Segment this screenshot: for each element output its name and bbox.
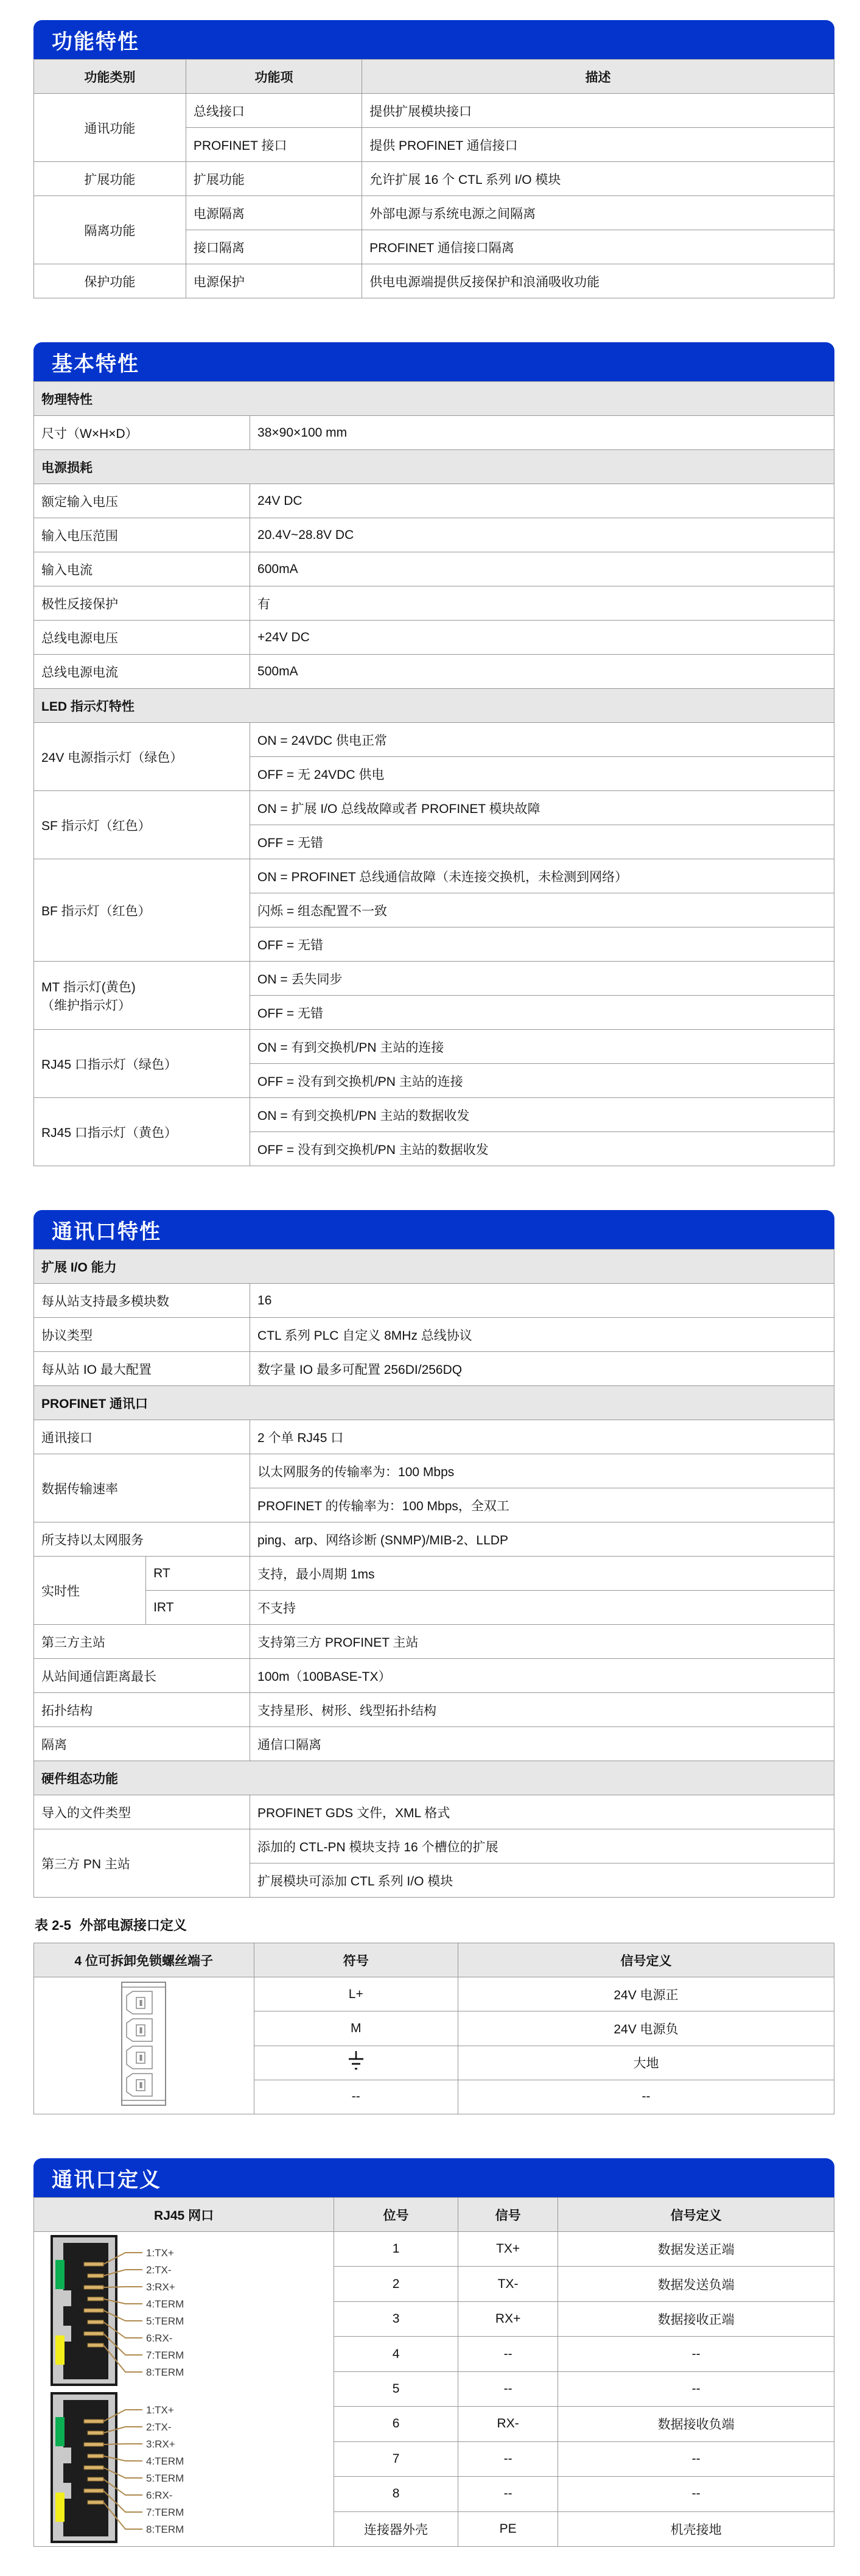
table-row bbox=[34, 2232, 834, 2267]
table-header-row bbox=[34, 1943, 834, 1977]
led-state-cell: ON = 丢失同步 bbox=[250, 962, 834, 996]
col-header-pin: 位号 bbox=[334, 2198, 458, 2232]
led-state-cell: OFF = 无错 bbox=[250, 996, 834, 1030]
subheader-row bbox=[34, 382, 834, 416]
earth-ground-icon bbox=[347, 2050, 365, 2071]
table-row bbox=[34, 196, 834, 230]
spec-value-cell: CTL 系列 PLC 自定义 8MHz 总线协议 bbox=[250, 1318, 834, 1352]
subheader-io: 扩展 I/O 能力 bbox=[34, 1250, 834, 1284]
page-content bbox=[33, 20, 834, 2576]
category-cell: 隔离功能 bbox=[34, 196, 186, 264]
spec-label-cell: 从站间通信距离最长 bbox=[34, 1659, 250, 1693]
table-row bbox=[34, 1522, 834, 1557]
spec-value-cell: 16 bbox=[250, 1284, 834, 1318]
subheader-hardware: 硬件组态功能 bbox=[34, 1761, 834, 1795]
symbol-cell: L+ bbox=[254, 1977, 458, 2011]
signal-def-cell: 大地 bbox=[458, 2046, 834, 2080]
desc-cell: 提供 PROFINET 通信接口 bbox=[362, 128, 834, 162]
spec-value-cell: 20.4V~28.8V DC bbox=[250, 518, 834, 552]
pin-number-cell: 7 bbox=[334, 2441, 458, 2476]
led-label-cell: BF 指示灯（红色） bbox=[34, 859, 250, 962]
spec-value-cell: 2 个单 RJ45 口 bbox=[250, 1420, 834, 1454]
category-cell: 保护功能 bbox=[34, 264, 186, 298]
signal-def-cell: -- bbox=[558, 2371, 834, 2406]
led-label-cell: SF 指示灯（红色） bbox=[34, 791, 250, 859]
signal-def-cell: -- bbox=[558, 2337, 834, 2371]
signal-cell: -- bbox=[458, 2441, 558, 2476]
led-state-cell: OFF = 没有到交换机/PN 主站的数据收发 bbox=[250, 1132, 834, 1166]
table-row bbox=[34, 962, 834, 996]
col-header-symbol: 符号 bbox=[254, 1943, 458, 1977]
table-row bbox=[34, 655, 834, 689]
signal-def-cell: -- bbox=[558, 2477, 834, 2511]
symbol-cell: -- bbox=[254, 2080, 458, 2114]
features-table bbox=[33, 59, 834, 298]
comm-table bbox=[33, 1249, 834, 1898]
spec-label-cell: 所支持以太网服务 bbox=[34, 1522, 250, 1557]
spec-label-cell: 协议类型 bbox=[34, 1318, 250, 1352]
signal-cell: -- bbox=[458, 2371, 558, 2406]
spec-value-cell: 有 bbox=[250, 586, 834, 621]
pin-number-cell: 4 bbox=[334, 2337, 458, 2371]
rj45-pin-label: 1:TX+ bbox=[146, 2247, 174, 2259]
subheader-power: 电源损耗 bbox=[34, 450, 834, 484]
pin-number-cell: 2 bbox=[334, 2267, 458, 2301]
spec-value-cell: 扩展模块可添加 CTL 系列 I/O 模块 bbox=[250, 1863, 834, 1898]
spec-value-cell: 支持星形、树形、线型拓扑结构 bbox=[250, 1693, 834, 1727]
spec-label-cell: 隔离 bbox=[34, 1727, 250, 1761]
spec-value-cell: PROFINET GDS 文件，XML 格式 bbox=[250, 1795, 834, 1829]
rj45-pin-label: 2:TX- bbox=[146, 2421, 172, 2433]
pin-number-cell: 6 bbox=[334, 2407, 458, 2441]
green-led-icon bbox=[55, 2417, 65, 2446]
pin-number-cell: 5 bbox=[334, 2371, 458, 2406]
rj45-pin-label: 7:TERM bbox=[146, 2507, 184, 2518]
led-state-cell: ON = 24VDC 供电正常 bbox=[250, 723, 834, 757]
desc-cell: 供电电源端提供反接保护和浪涌吸收功能 bbox=[362, 264, 834, 298]
table-row bbox=[34, 621, 834, 655]
table-row bbox=[34, 1659, 834, 1693]
desc-cell: 允许扩展 16 个 CTL 系列 I/O 模块 bbox=[362, 162, 834, 196]
col-header-signal-def: 信号定义 bbox=[558, 2198, 834, 2232]
item-cell: 电源保护 bbox=[186, 264, 362, 298]
item-cell: 总线接口 bbox=[186, 94, 362, 128]
col-header-signal-def: 信号定义 bbox=[458, 1943, 834, 1977]
table-row bbox=[34, 518, 834, 552]
rj45-pin-label: 3:RX+ bbox=[146, 2438, 175, 2450]
table-row bbox=[34, 416, 834, 450]
table-row bbox=[34, 1557, 834, 1591]
table-row bbox=[34, 586, 834, 621]
section-power-connector bbox=[33, 1943, 834, 2114]
table-row bbox=[34, 1693, 834, 1727]
item-cell: 接口隔离 bbox=[186, 230, 362, 264]
table-caption-title: 外部电源接口定义 bbox=[79, 1917, 187, 1933]
spec-value-cell: 以太网服务的传输率为：100 Mbps bbox=[250, 1454, 834, 1488]
table-row bbox=[34, 1318, 834, 1352]
spec-sublabel-cell: IRT bbox=[146, 1591, 250, 1625]
signal-cell: TX+ bbox=[458, 2232, 558, 2267]
spec-label-cell: 输入电压范围 bbox=[34, 518, 250, 552]
signal-def-cell: 机壳接地 bbox=[558, 2511, 834, 2547]
table-row bbox=[34, 1795, 834, 1829]
spec-value-cell: 38×90×100 mm bbox=[250, 416, 834, 450]
led-label-cell: RJ45 口指示灯（绿色） bbox=[34, 1030, 250, 1098]
spec-value-cell: 100m（100BASE-TX） bbox=[250, 1659, 834, 1693]
signal-def-cell: 数据接收负端 bbox=[558, 2407, 834, 2441]
col-header-terminal: 4 位可拆卸免锁螺丝端子 bbox=[34, 1943, 254, 1977]
signal-def-cell: 数据发送负端 bbox=[558, 2267, 834, 2301]
spec-label-cell: 尺寸（W×H×D） bbox=[34, 416, 250, 450]
signal-cell: PE bbox=[458, 2511, 558, 2547]
green-led-icon bbox=[55, 2260, 65, 2289]
subheader-row bbox=[34, 450, 834, 484]
table-row bbox=[34, 1284, 834, 1318]
table-row bbox=[34, 1420, 834, 1454]
table-row bbox=[34, 264, 834, 298]
spec-value-cell: PROFINET 的传输率为：100 Mbps，全双工 bbox=[250, 1488, 834, 1522]
spec-value-cell: 500mA bbox=[250, 655, 834, 689]
table-row bbox=[34, 1352, 834, 1386]
table-row bbox=[34, 484, 834, 518]
led-state-cell: ON = PROFINET 总线通信故障（未连接交换机，未检测到网络） bbox=[250, 859, 834, 893]
signal-def-cell: 数据接收正端 bbox=[558, 2301, 834, 2336]
led-label-cell: 24V 电源指示灯（绿色） bbox=[34, 723, 250, 791]
desc-cell: 外部电源与系统电源之间隔离 bbox=[362, 196, 834, 230]
spec-label-cell: 导入的文件类型 bbox=[34, 1795, 250, 1829]
spec-label-cell: 每从站支持最多模块数 bbox=[34, 1284, 250, 1318]
section-features bbox=[33, 20, 834, 298]
rj45-table bbox=[33, 2197, 834, 2547]
spec-label-cell: 第三方 PN 主站 bbox=[34, 1829, 250, 1898]
table-header-row bbox=[34, 60, 834, 94]
table-row bbox=[34, 1727, 834, 1761]
table-row bbox=[34, 723, 834, 757]
subheader-physical: 物理特性 bbox=[34, 382, 834, 416]
subheader-led: LED 指示灯特性 bbox=[34, 689, 834, 723]
table-row bbox=[34, 1625, 834, 1659]
table-row bbox=[34, 94, 834, 128]
spec-label-cell: 输入电流 bbox=[34, 552, 250, 586]
table-row bbox=[34, 1454, 834, 1488]
spec-sublabel-cell: RT bbox=[146, 1557, 250, 1591]
signal-cell: RX- bbox=[458, 2407, 558, 2441]
col-header-rj45: RJ45 网口 bbox=[34, 2198, 334, 2232]
pin-number-cell: 1 bbox=[334, 2232, 458, 2267]
spec-label-cell: 实时性 bbox=[34, 1557, 146, 1625]
rj45-pin-label: 4:TERM bbox=[146, 2455, 184, 2467]
spec-value-cell: 不支持 bbox=[250, 1591, 834, 1625]
symbol-cell bbox=[254, 2046, 458, 2080]
signal-def-cell: 24V 电源负 bbox=[458, 2011, 834, 2046]
led-state-cell: ON = 有到交换机/PN 主站的数据收发 bbox=[250, 1098, 834, 1132]
rj45-jack-images bbox=[37, 2234, 331, 2544]
spec-value-cell: 24V DC bbox=[250, 484, 834, 518]
led-state-cell: 闪烁 = 组态配置不一致 bbox=[250, 893, 834, 927]
rj45-pin-label: 5:TERM bbox=[146, 2472, 184, 2484]
table-row bbox=[34, 1977, 834, 2011]
spec-value-cell: 600mA bbox=[250, 552, 834, 586]
led-label-cell bbox=[34, 962, 250, 1030]
led-state-cell: ON = 有到交换机/PN 主站的连接 bbox=[250, 1030, 834, 1064]
rj45-pin-label: 3:RX+ bbox=[146, 2281, 175, 2293]
rj45-pin-label: 6:RX- bbox=[146, 2490, 173, 2501]
led-label-cell: RJ45 口指示灯（黄色） bbox=[34, 1098, 250, 1166]
rj45-image-cell bbox=[34, 2232, 334, 2547]
table-row bbox=[34, 162, 834, 196]
rj45-pin-label: 7:TERM bbox=[146, 2349, 184, 2361]
section-port-definition bbox=[33, 2158, 834, 2547]
section-comm bbox=[33, 1210, 834, 1898]
led-state-cell: OFF = 没有到交换机/PN 主站的连接 bbox=[250, 1064, 834, 1098]
spec-label-cell: 总线电源电流 bbox=[34, 655, 250, 689]
spec-value-cell: 数字量 IO 最多可配置 256DI/256DQ bbox=[250, 1352, 834, 1386]
rj45-pin-label: 8:TERM bbox=[146, 2367, 184, 2378]
subheader-row bbox=[34, 1386, 834, 1420]
spec-value-cell: 支持，最小周期 1ms bbox=[250, 1557, 834, 1591]
table-row bbox=[34, 859, 834, 893]
spec-label-cell: 第三方主站 bbox=[34, 1625, 250, 1659]
table-header-row bbox=[34, 2198, 834, 2232]
table-row bbox=[34, 1591, 834, 1625]
terminal-block-image bbox=[112, 1980, 175, 2108]
spec-label-cell: 通讯接口 bbox=[34, 1420, 250, 1454]
item-cell: PROFINET 接口 bbox=[186, 128, 362, 162]
rj45-pin-label: 1:TX+ bbox=[146, 2404, 174, 2416]
subheader-row bbox=[34, 1761, 834, 1795]
pin-number-cell: 8 bbox=[334, 2477, 458, 2511]
led-label-line2: （维护指示灯） bbox=[41, 998, 131, 1013]
subheader-row bbox=[34, 689, 834, 723]
rj45-pin-label: 4:TERM bbox=[146, 2298, 184, 2310]
terminal-image-cell bbox=[34, 1977, 254, 2114]
spec-label-cell: 极性反接保护 bbox=[34, 586, 250, 621]
led-label-line1: MT 指示灯(黄色) bbox=[41, 980, 136, 994]
signal-def-cell: 数据发送正端 bbox=[558, 2232, 834, 2267]
section-title-comm: 通讯口特性 bbox=[33, 1210, 834, 1249]
subheader-profinet: PROFINET 通讯口 bbox=[34, 1386, 834, 1420]
led-state-cell: OFF = 无错 bbox=[250, 825, 834, 859]
rj45-jack-image bbox=[50, 2234, 318, 2387]
item-cell: 扩展功能 bbox=[186, 162, 362, 196]
spec-value-cell: 支持第三方 PROFINET 主站 bbox=[250, 1625, 834, 1659]
section-title-port-definition: 通讯口定义 bbox=[33, 2158, 834, 2197]
led-state-cell: ON = 扩展 I/O 总线故障或者 PROFINET 模块故障 bbox=[250, 791, 834, 825]
spec-label-cell: 数据传输速率 bbox=[34, 1454, 250, 1522]
spec-value-cell: ping、arp、网络诊断 (SNMP)/MIB-2、LLDP bbox=[250, 1522, 834, 1557]
rj45-pin-label: 6:RX- bbox=[146, 2332, 173, 2344]
item-cell: 电源隔离 bbox=[186, 196, 362, 230]
spec-value-cell: 通信口隔离 bbox=[250, 1727, 834, 1761]
rj45-pin-label: 2:TX- bbox=[146, 2264, 172, 2276]
basic-table bbox=[33, 381, 834, 1166]
signal-cell: -- bbox=[458, 2337, 558, 2371]
col-header-desc: 描述 bbox=[362, 60, 834, 94]
table-row bbox=[34, 1030, 834, 1064]
desc-cell: PROFINET 通信接口隔离 bbox=[362, 230, 834, 264]
power-connector-table bbox=[33, 1943, 834, 2114]
spec-label-cell: 额定输入电压 bbox=[34, 484, 250, 518]
led-state-cell: OFF = 无 24VDC 供电 bbox=[250, 757, 834, 791]
signal-cell: RX+ bbox=[458, 2301, 558, 2336]
rj45-jack-image bbox=[50, 2391, 318, 2544]
spec-label-cell: 总线电源电压 bbox=[34, 621, 250, 655]
table-caption-number: 表 2-5 bbox=[35, 1917, 71, 1933]
spec-label-cell: 每从站 IO 最大配置 bbox=[34, 1352, 250, 1386]
signal-def-cell: 24V 电源正 bbox=[458, 1977, 834, 2011]
rj45-pin-label: 8:TERM bbox=[146, 2524, 184, 2535]
pin-number-cell: 连接器外壳 bbox=[334, 2511, 458, 2547]
signal-def-cell: -- bbox=[458, 2080, 834, 2114]
pin-number-cell: 3 bbox=[334, 2301, 458, 2336]
signal-cell: -- bbox=[458, 2477, 558, 2511]
spec-value-cell: +24V DC bbox=[250, 621, 834, 655]
signal-def-cell: -- bbox=[558, 2441, 834, 2476]
led-state-cell: OFF = 无错 bbox=[250, 927, 834, 962]
spec-value-cell: 添加的 CTL-PN 模块支持 16 个槽位的扩展 bbox=[250, 1829, 834, 1863]
category-cell: 扩展功能 bbox=[34, 162, 186, 196]
table-row bbox=[34, 552, 834, 586]
symbol-cell: M bbox=[254, 2011, 458, 2046]
section-title-basic: 基本特性 bbox=[33, 342, 834, 381]
table-caption bbox=[35, 1913, 834, 1935]
spec-label-cell: 拓扑结构 bbox=[34, 1693, 250, 1727]
rj45-pin-label: 5:TERM bbox=[146, 2315, 184, 2327]
table-row bbox=[34, 1829, 834, 1863]
table-row bbox=[34, 791, 834, 825]
section-title-features: 功能特性 bbox=[33, 20, 834, 59]
subheader-row bbox=[34, 1250, 834, 1284]
yellow-led-icon bbox=[55, 2335, 65, 2365]
section-basic bbox=[33, 342, 834, 1166]
signal-cell: TX- bbox=[458, 2267, 558, 2301]
table-row bbox=[34, 1098, 834, 1132]
col-header-item: 功能项 bbox=[186, 60, 362, 94]
category-cell: 通讯功能 bbox=[34, 94, 186, 162]
yellow-led-icon bbox=[55, 2493, 65, 2522]
col-header-category: 功能类别 bbox=[34, 60, 186, 94]
col-header-signal: 信号 bbox=[458, 2198, 558, 2232]
desc-cell: 提供扩展模块接口 bbox=[362, 94, 834, 128]
